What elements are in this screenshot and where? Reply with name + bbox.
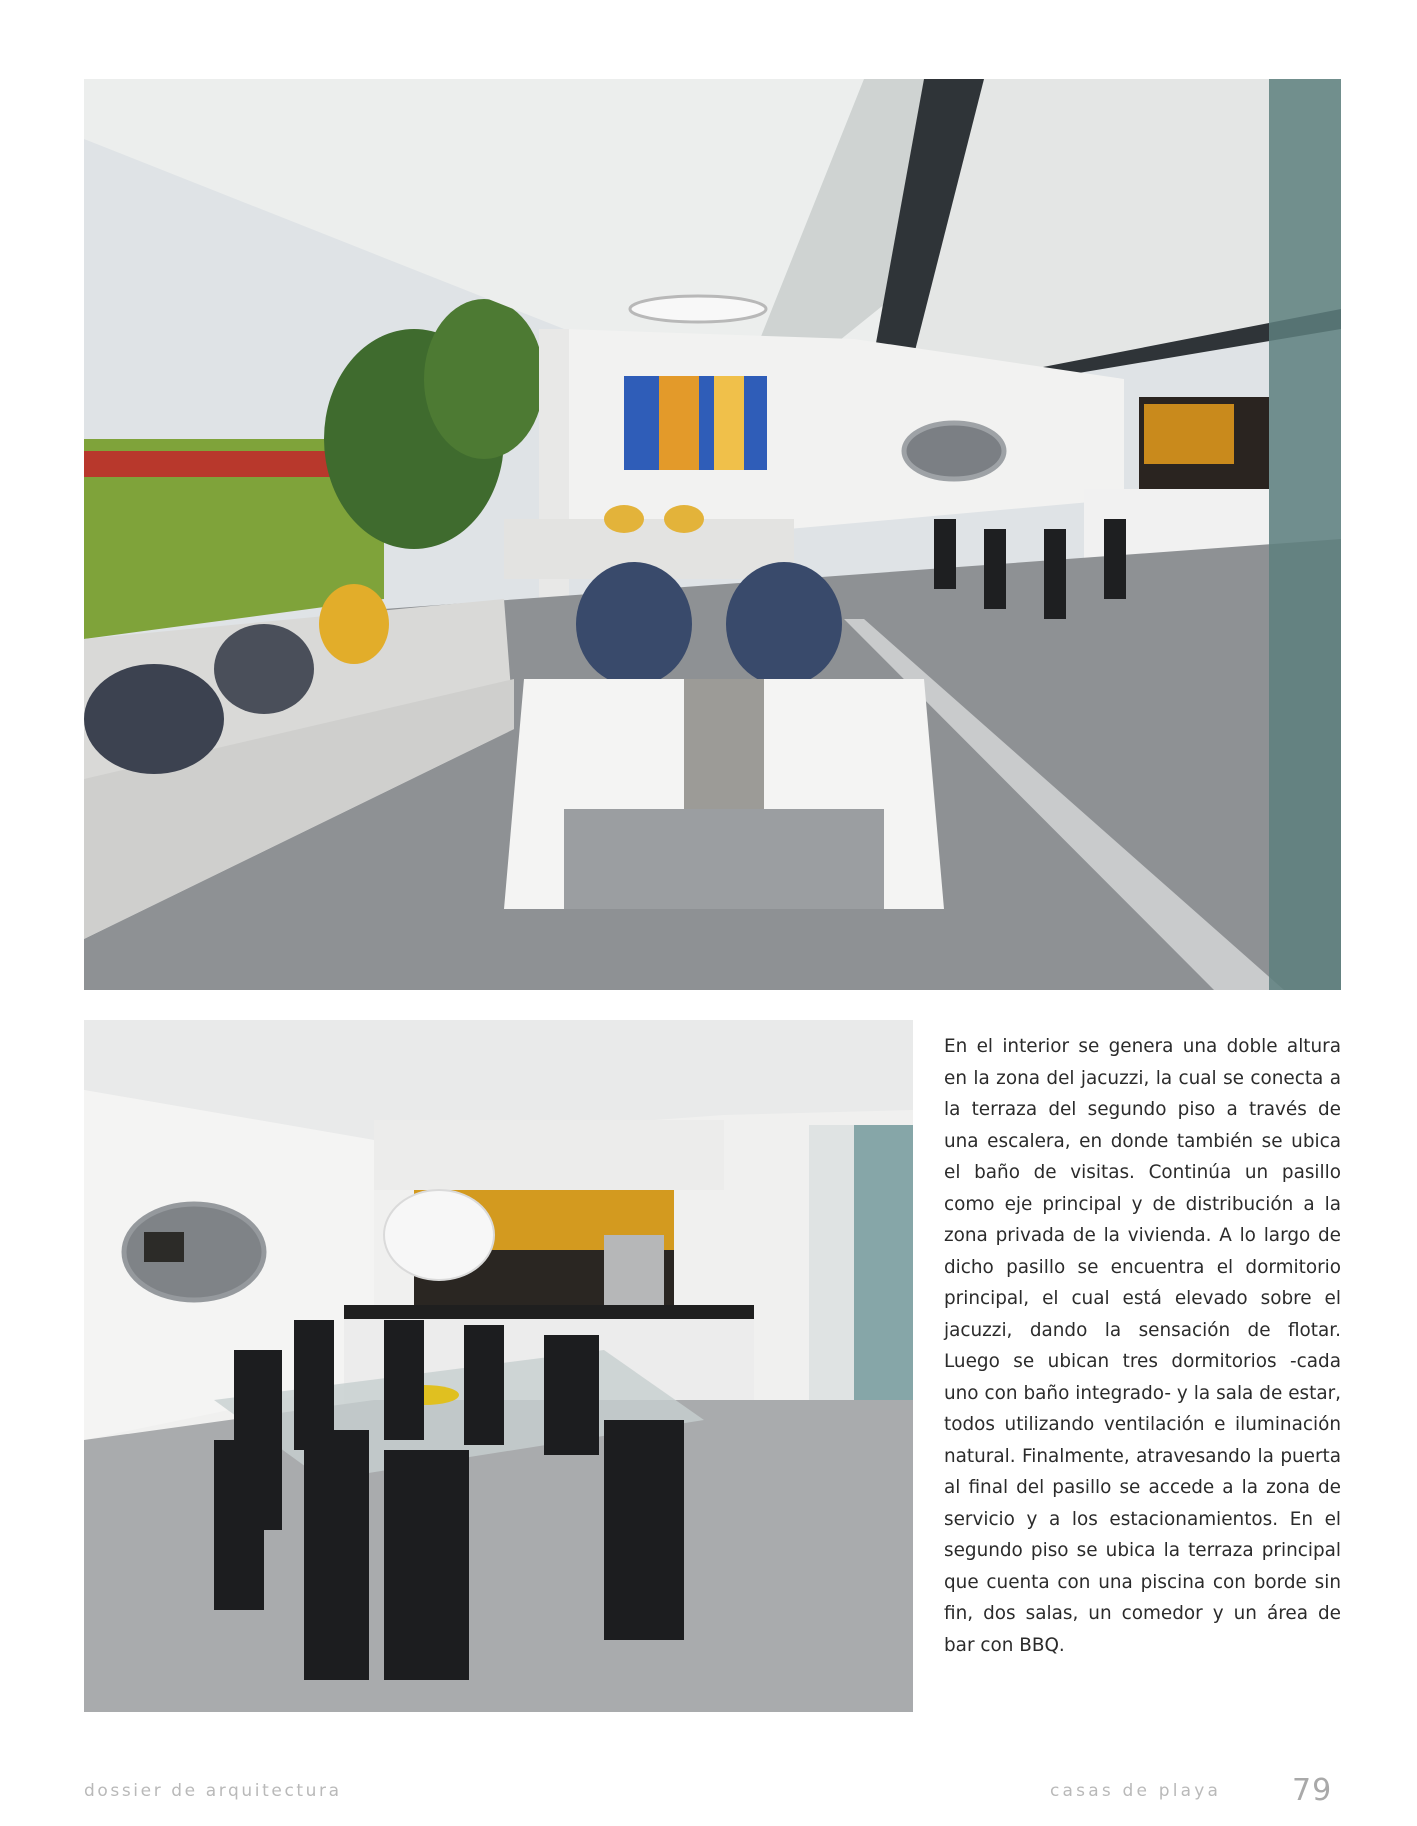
page-number: 79 <box>1292 1773 1333 1808</box>
dining-kitchen-photo <box>84 1020 913 1712</box>
section-name: casas de playa <box>1050 1781 1222 1801</box>
publication-name: dossier de arquitectura <box>84 1781 342 1801</box>
terrace-living-room-photo <box>84 79 1341 990</box>
article-body-text: En el interior se genera una doble altura en la zona del jacuzzi, la cual se conecta a la terraza del segundo piso a través de una escalera, en donde también se ubica el baño de visitas. Continúa un pasillo como eje principal y de distribución a la zona privada de la vivienda. A lo largo de dicho pasillo se encuentra el dormitorio principal, el cual está elevado sobre el jacuzzi, dando la sensación de flotar. Luego se ubican tres dormitorios -cada uno con baño integrado- y la sala de estar, todos utilizando ventilación e iluminación natural. Finalmente, atravesando la puerta al final del pasillo se accede a la zona de servicio y a los estacionamientos. En el segundo piso se ubica la terraza principal que cuenta con una piscina con borde sin fin, dos salas, un comedor y un área de bar con BBQ. <box>944 1036 1341 1656</box>
